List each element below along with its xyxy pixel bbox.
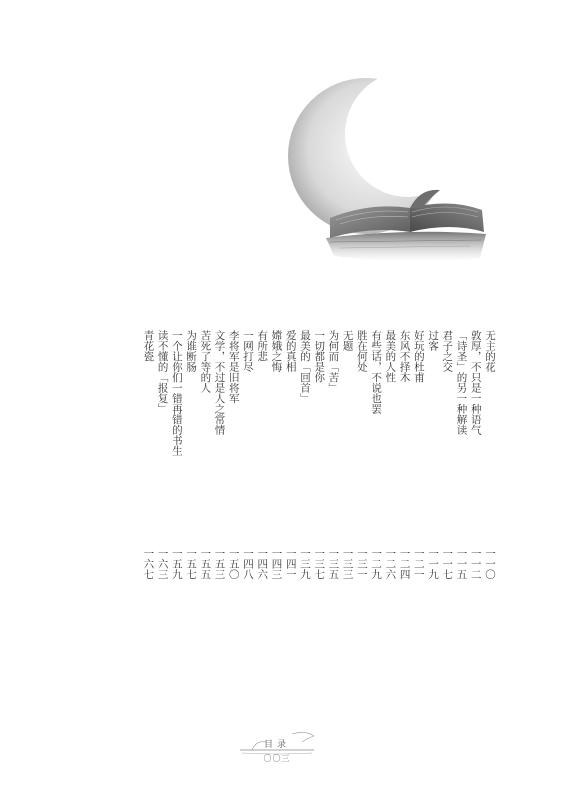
table-of-contents bbox=[142, 330, 495, 592]
toc-entry-title: 过客 bbox=[427, 330, 440, 351]
toc-entry[interactable] bbox=[455, 330, 467, 592]
toc-entry[interactable] bbox=[384, 330, 396, 592]
toc-entry-page: 一三一 bbox=[355, 548, 368, 580]
toc-entry-title: 最美的「回首」 bbox=[298, 330, 311, 404]
toc-entry-title: 「诗圣」的另一种解读 bbox=[455, 330, 468, 435]
page-footer bbox=[232, 726, 322, 776]
toc-entry[interactable] bbox=[256, 330, 268, 592]
toc-entry[interactable] bbox=[341, 330, 353, 592]
toc-entry[interactable] bbox=[142, 330, 154, 592]
toc-entry-title: 嫦娥之悔 bbox=[270, 330, 283, 372]
toc-entry[interactable] bbox=[426, 330, 438, 592]
toc-entry-title: 无主的花 bbox=[484, 330, 496, 372]
toc-entry-page: 一三九 bbox=[298, 548, 311, 580]
toc-entry-title: 文学，不过是人之常情 bbox=[213, 330, 226, 435]
toc-entry-page: 一六三 bbox=[156, 548, 169, 580]
toc-entry[interactable] bbox=[227, 330, 239, 592]
toc-entry[interactable] bbox=[483, 330, 495, 592]
toc-entry-title: 好玩的杜甫 bbox=[412, 330, 425, 383]
toc-entry-title: 最美的人性 bbox=[384, 330, 397, 383]
toc-entry-page: 一六七 bbox=[142, 548, 155, 580]
toc-entry[interactable] bbox=[270, 330, 282, 592]
toc-entry-title: 爱的真相 bbox=[284, 330, 297, 372]
toc-entry-page: 一四一 bbox=[284, 548, 297, 580]
toc-entry[interactable] bbox=[441, 330, 453, 592]
toc-entry[interactable] bbox=[327, 330, 339, 592]
toc-entry-page: 一二九 bbox=[370, 548, 383, 580]
toc-entry[interactable] bbox=[469, 330, 481, 592]
toc-entry-page: 一五〇 bbox=[227, 548, 240, 580]
toc-entry-page: 一五三 bbox=[213, 548, 226, 580]
toc-entry[interactable] bbox=[313, 330, 325, 592]
toc-entry-title: 有所悲 bbox=[256, 330, 269, 362]
toc-entry-page: 一二四 bbox=[398, 548, 411, 580]
toc-entry-title: 一网打尽 bbox=[242, 330, 255, 372]
section-label: 目录 bbox=[263, 740, 290, 750]
toc-entry-page: 一四三 bbox=[270, 548, 283, 580]
crescent-moon-over-open-book-icon bbox=[270, 70, 510, 280]
toc-entry-title: 李将军是旧将军 bbox=[227, 330, 240, 404]
toc-entry-page: 一四六 bbox=[256, 548, 269, 580]
toc-entry[interactable] bbox=[184, 330, 196, 592]
toc-entry-page: 一三三 bbox=[341, 548, 354, 580]
toc-entry[interactable] bbox=[298, 330, 310, 592]
toc-entry-title: 东风不择木 bbox=[398, 330, 411, 383]
toc-entry[interactable] bbox=[398, 330, 410, 592]
toc-entry-page: 一三七 bbox=[313, 548, 326, 580]
toc-entry[interactable] bbox=[241, 330, 253, 592]
toc-entry-page: 一一九 bbox=[427, 548, 440, 580]
toc-entry[interactable] bbox=[170, 330, 182, 592]
toc-entry-title: 敦厚，不只是一种语气 bbox=[469, 330, 482, 435]
toc-entry-title: 苦死了等的人 bbox=[199, 330, 212, 393]
toc-entry-page: 一五五 bbox=[199, 548, 212, 580]
toc-entry-title: 读不懂的「报复」 bbox=[156, 330, 169, 414]
toc-entry-title: 君子之交 bbox=[441, 330, 454, 372]
toc-entry[interactable] bbox=[369, 330, 381, 592]
toc-entry-page: 一一〇 bbox=[484, 548, 496, 580]
toc-entry[interactable] bbox=[199, 330, 211, 592]
toc-entry[interactable] bbox=[156, 330, 168, 592]
toc-entry-title: 有些话，不说也罢 bbox=[370, 330, 383, 414]
toc-entry-page: 一四八 bbox=[242, 548, 255, 580]
toc-entry-title: 无题 bbox=[341, 330, 354, 351]
toc-entry[interactable] bbox=[284, 330, 296, 592]
toc-entry-page: 一二一 bbox=[412, 548, 425, 580]
toc-entry[interactable] bbox=[213, 330, 225, 592]
toc-entry-title: 一个让你们一错再错的书生 bbox=[170, 330, 183, 456]
toc-entry-page: 一二六 bbox=[384, 548, 397, 580]
toc-entry-page: 一五七 bbox=[185, 548, 198, 580]
toc-entry[interactable] bbox=[412, 330, 424, 592]
toc-entry-title: 为何而「苦」 bbox=[327, 330, 340, 393]
toc-entry-page: 一五九 bbox=[170, 548, 183, 580]
toc-entry[interactable] bbox=[355, 330, 367, 592]
toc-entry-title: 为谁断肠 bbox=[185, 330, 198, 372]
toc-entry-title: 青花瓷 bbox=[142, 330, 155, 362]
toc-entry-page: 一一二 bbox=[469, 548, 482, 580]
page-number: 〇〇三 bbox=[263, 754, 291, 763]
toc-entry-title: 一切都是你 bbox=[313, 330, 326, 383]
toc-entry-page: 一三五 bbox=[327, 548, 340, 580]
toc-entry-page: 一一五 bbox=[455, 548, 468, 580]
toc-entry-page: 一一七 bbox=[441, 548, 454, 580]
toc-entry-title: 胜在何处 bbox=[355, 330, 368, 372]
